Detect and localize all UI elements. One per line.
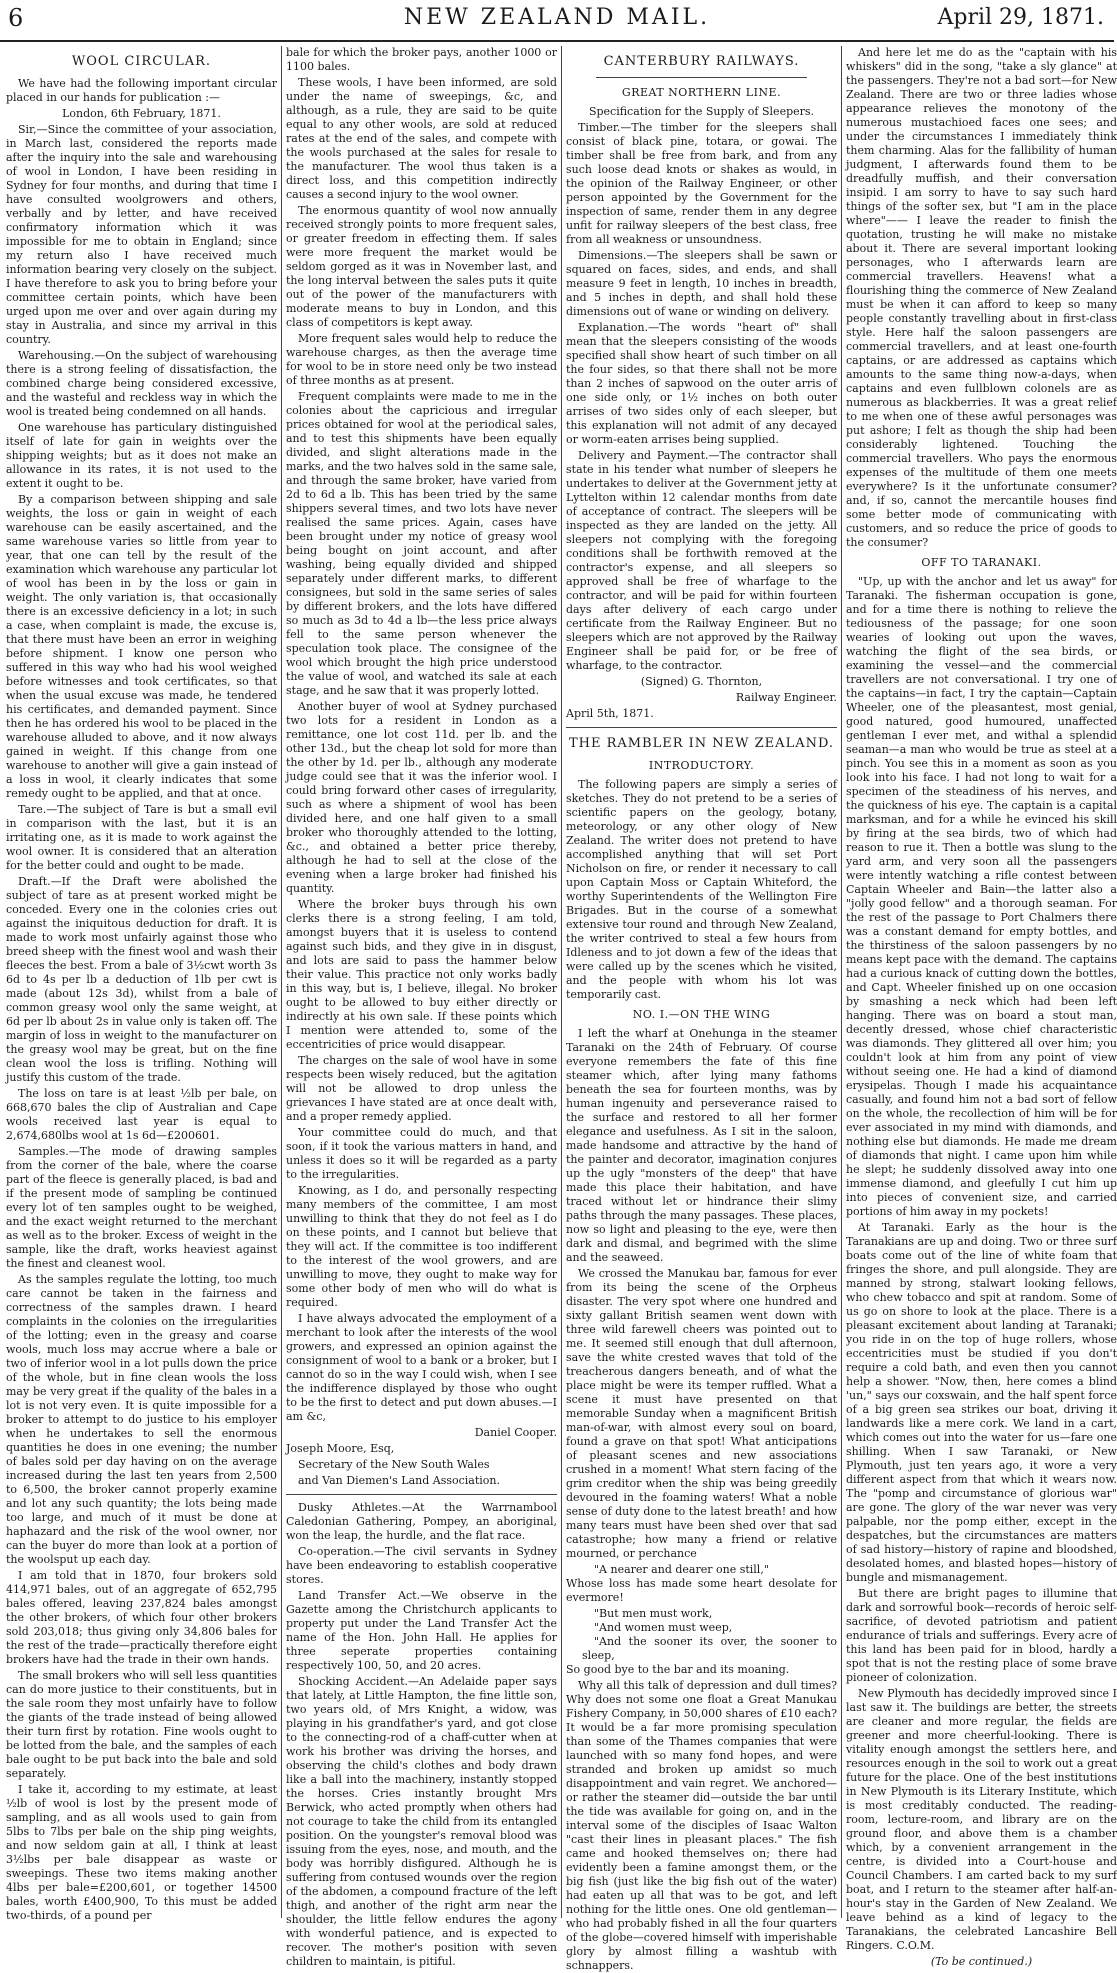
paragraph: I am told that in 1870, four brokers sold 414,971 bales, out of an aggregate of 652,795 bales offered, leaving 237,824 bales amongst the other brokers, of which four other brokers sold 203,018; thus giving only 34,806 bales for the rest of the trade—practically therefore eight brokers have had the trade in their own hands. bbox=[6, 1569, 277, 1666]
article-heading: WOOL CIRCULAR. bbox=[71, 54, 212, 69]
paragraph: Warehousing.—On the subject of warehousing there is a strong feeling of dissatisfaction, the combined charge being considered excessive, and the wasteful and reckless way in which the wool is treated being condemned on all hands. bbox=[6, 349, 277, 418]
addressee: Secretary of the New South Wales bbox=[298, 1458, 490, 1471]
paragraph: Frequent complaints were made to me in the colonies about the capricious and irregular prices obtained for wool at the periodical sales, and to test this shipments have been equally divided, and slight alterations made in the marks, and the two halves sold in the same sale, and through the same broker, have varied from 2d to 6d a lb. This has been tried by the same shippers several times, and two lots have never realised the same prices. Again, cases have been brought under my notice of greasy wool being bought on joint account, and after washing, being equally divided and shipped separately under different marks, to different consignees, but sold in the same series of sales by different brokers, and the lots have differed so much as 3d to 4d a lb—the less price always fell to the same person whenever the speculation took place. The consignee of the wool which brought the high price understood the value of wool, and watched its sale at each stage, and he saw that it was properly lotted. bbox=[286, 390, 557, 697]
paragraph: At Taranaki. Early as the hour is the Taranakians are up and doing. Two or three surf boats come out of the line of white foam that fringes the shore, and pull alongside. They are manned by strong, stalwart looking fellows, who chew tobacco and spit at random. Some of us go on shore to look at the place. There is a pleasant excitement about landing at Taranaki; you ride in on the top of huge rollers, whose eccentricities must be studied if you don't require a cold bath, and even then you cannot help a shower. "Now, then, here comes a blind 'un," says our coxswain, and the half spent force of a big green sea strikes our boat, driving it landwards like a mere cork. We land in a cart, which comes out into the water for us—fare one shilling. When I saw Taranaki, or New Plymouth, just ten years ago, it wore a very different aspect from that which it wears now. The "pomp and circumstance of glorious war" are gone. The glory of the war never was very palpable, nor the pomp either, except in the despatches, but the circumstances are matters of sad history—history of rapine and bloodshed, desolated homes, and blasted hopes—history of bungle and mismanagement. bbox=[846, 1221, 1117, 1584]
verse-line: "A nearer and dearer one still," bbox=[594, 1563, 769, 1576]
news-item: Dusky Athletes.—At the Warrnambool Caledonian Gathering, Pompey, an aboriginal, won the leap, the hurdle, and the flat race. bbox=[286, 1501, 557, 1542]
column-1 bbox=[6, 46, 277, 1922]
paragraph: As the samples regulate the lotting, too much care cannot be taken in the fairness and correctness of the samples drawn. I heard complaints in the colonies on the irregularities of the lotting; even in the greasy and coarse wools, much loss may accrue where a bale or two of inferior wool in a lot pulls down the price of the whole, but in fine clean wools the loss may be very great if the quality of the bales in a lot is not very even. It is quite impossible for a broker to attempt to do justice to his employer when he undertakes to sell the enormous quantities he does in one evening; the number of bales sold per day having on on the average increased during the last ten years from 2,500 to 6,500, the broker cannot properly examine and lot any such quantity; the lots being made too large, and much of it must be done at haphazard and the risk of the wool owner, nor can the buyer do more than look at a portion of the woolsput up each day. bbox=[6, 1273, 277, 1566]
signature: Daniel Cooper. bbox=[474, 1426, 557, 1439]
paragraph: Why all this talk of depression and dull times? Why does not some one float a Great Manukau Fishery Company, in 50,000 shares of £10 each? It would be a far more promising speculation than some of the Thames companies that were launched with so many fond hopes, and were stranded and broken up amidst so much disappointment and vain regret. We anchored—or rather the steamer did—outside the bar until the tide was available for going on, and in the interval some of the disciples of Isaac Walton "cast their lines in pleasant places." The fish came and hooked themselves on; there had evidently been a famine amongst them, or the big fish (just like the big fish out of the water) had eaten up all that was to be got, and left nothing for the little ones. One old gentleman—who had probably fished in all the four quarters of the globe—covered himself with imperishable glory by almost filling a washtub with schnappers. bbox=[566, 1679, 837, 1972]
paragraph: One warehouse has particulary distinguished itself of late for gain in weights over the shipping weights; but as it does not make an allowance in its rates, it is not used to the extent it ought to be. bbox=[6, 421, 277, 490]
column-2 bbox=[286, 46, 557, 1968]
column-rule bbox=[281, 46, 282, 1918]
paragraph: Tare.—The subject of Tare is but a small evil in comparison with the last, but it is an irritating one, as it is made to work against the wool owner. It is considered that an alteration for the better could and ought to be made. bbox=[6, 803, 277, 872]
divider bbox=[596, 77, 807, 78]
paragraph: I left the wharf at Onehunga in the steamer Taranaki on the 24th of February. Of course everyone remembers the fate of this fine steamer which, after lying many fathoms beneath the sea for fourteen months, was by human ingenuity and perseverance raised to the surface and restored to all her former elegance and usefulness. As I sit in the saloon, made handsome and attractive by the hand of the painter and decorator, imagination conjures up the ugly "monsters of the deep" that have made this place their habitation, and have traced without let or hindrance their slimy paths through the many passages. These places, now so light and pleasing to the eye, were then dark and dismal, and begrimed with the slime and the seaweed. bbox=[566, 1027, 837, 1264]
addressee: and Van Diemen's Land Association. bbox=[298, 1474, 501, 1487]
paragraph: And here let me do as the "captain with his whiskers" did in the song, "take a sly glance" at the passengers. They're not a bad sort—for New Zealand. There are two or three ladies whose appearance relieves the monotony of the numerous mustachioed faces one sees; and under the circumstances I immediately think them charming. Alas for the fallibility of human judgment, I afterwards found them to be dreadfully muffish, and their conversation insipid. I am sorry to have to say such hard things of the softer sex, but "I am in the place where"—— I leave the reader to finish the quotation, trusting he will make no mistake about it. There are several important looking personages, who I afterwards learn are commercial travellers. Heavens! what a flourishing thing the commerce of New Zealand must be when it can afford to keep so many people constantly travelling about in first-class style. Here half the saloon passengers are commercial travellers, and at least one-fourth captains, or are addressed as captains which amounts to the same thing now-a-days, when captains and even fullblown colonels are as numerous as blackberries. It was a great relief to me when one of these awful personages was put ashore; I felt as though the ship had been considerably lightened. Touching the commercial travellers. Who pays the enormous expenses of the multitude of them one meets everywhere? Is it the unfortunate consumer? and, if so, cannot the mercantile houses find some better mode of communicating with customers, and so reduce the price of goods to the consumer? bbox=[846, 46, 1117, 549]
paragraph: New Plymouth has decidedly improved since I last saw it. The buildings are better, the streets are cleaner and more regular, the fields are greener and more cheerful-looking. There is vitality enough amongst the settlers here, and resources enough in the soil to work out a great future for the place. One of the best institutions in New Plymouth is its Literary Institute, which is most creditably conducted. The reading-room, lecture-room, and library are on the ground floor, and above them is a chamber which, by a convenient arrangement in the centre, is divided into a Court-house and Council Chambers. I am carted back to my surf boat, and I return to the steamer after half-an-hour's stay in the Garden of New Zealand. We leave behind as a kind of legacy to the Taranakians, the celebrated Lancashire Bell Ringers. C.O.M. bbox=[846, 1687, 1117, 1952]
paragraph: "Up, up with the anchor and let us away" for Taranaki. The fisherman occupation is gone, and for a time there is nothing to relieve the tediousness of the passage; for one soon wearies of looking out upon the waves, watching the flight of the sea birds, or examining the vessel—and the commercial travellers are not conversational. I try one of the captains—in fact, I try the captain—Captain Wheeler, one of the pleasantest, most genial, good natured, good humoured, unaffected gentleman I ever met, and withal a splendid seaman—a man who would be true as steel at a pinch. You see this in a moment as soon as you look into his face. I had not long to wait for a specimen of the steadiness of his nerves, and the quickness of his eye. The captain is a capital marksman, and for a while he evinced his skill by firing at the sea birds, two of which had reason to rue it. Then a bottle was slung to the yard arm, and very soon all the passengers were intently watching a rifle contest between Captain Wheeler and Bain—the latter also a "jolly good fellow" and a thorough seaman. For the rest of the passage to Port Chalmers there was a constant demand for empty bottles, and the thirstiness of the saloon passengers by no means kept pace with the demand. The captains had a curious knack of cutting down the bottles, and Capt. Wheeler finished up on one occasion by smashing a neck which had been left hanging. There was on board a stout man, decently dressed, whose chief characteristic was diamonds. They glittered all over him; you couldn't look at him from any point of view without seeing one. He had a kind of diamond erysipelas. Though I made his acquaintance casually, and found him not a bad sort of fellow on the whole, the recollection of him will be for ever associated in my mind with diamonds, and nothing else but diamonds. He made me dream of diamonds that night. I came upon him while he slept; he suddenly dissolved away into one immense diamond, and gleefully I cut him up into pieces of convenient size, and carried portions of him away in my pockets! bbox=[846, 575, 1117, 1218]
addressee: Joseph Moore, Esq, bbox=[286, 1442, 395, 1455]
paragraph: The small brokers who will sell less quantities can do more justice to their constituents, but in the sale room they most unfairly have to follow the giants of the trade instead of being allowed their turn first by rotation. Fine wools ought to be lotted from the bale, and the samples of each bale ought to be put back into the bale and sold separately. bbox=[6, 1669, 277, 1780]
paragraph: Where the broker buys through his own clerks there is a strong feeling, I am told, amongst buyers that it is useless to contend against such bids, and they give in in disgust, and lots are said to pass the hammer below their value. This practice not only works badly in this way, but is, I believe, illegal. No broker ought to be allowed to buy either directly or indirectly at his own sale. If these points which I mention were attended to, some of the eccentricities of price would disappear. bbox=[286, 898, 557, 1051]
news-item: Co-operation.—The civil servants in Sydney have been endeavoring to establish cooperative stores. bbox=[286, 1545, 557, 1586]
paragraph: Dimensions.—The sleepers shall be sawn or squared on faces, sides, and ends, and shall measure 9 feet in length, 10 inches in breadth, and 5 inches in depth, and shall hold these dimensions out of wane or winding on delivery. bbox=[566, 249, 837, 318]
paragraph: I have always advocated the employment of a merchant to look after the interests of the wool growers, and expressed an opinion against the consignment of wool to a bank or a broker, but I cannot do so in the way I could wish, when I see the indifference displayed by those who ought to be the first to detect and put down abuses.—I am &c, bbox=[286, 1312, 557, 1423]
column-rule bbox=[841, 46, 842, 1918]
paragraph: But there are bright pages to illumine that dark and sorrowful book—records of heroic self-sacrifice, of devoted patriotism and patient endurance of trials and sufferings. Every acre of this land has been paid for in blood, hardly a spot that is not the resting place of some brave pioneer of colonization. bbox=[846, 1587, 1117, 1684]
paragraph: The enormous quantity of wool now annually received strongly points to more frequent sales, or greater freedom in effecting them. If sales were more frequent the market would be seldom gorged as it was in November last, and the long interval between the sales puts it quite out of the power of the manufacturers with moderate means to buy in London, and this class of competitors is kept away. bbox=[286, 204, 557, 329]
paragraph: Draft.—If the Draft were abolished the subject of tare as at present worked might be conceded. Every one in the colonies cries out against the iniquitous deduction for draft. It is made to work most unfairly against those who breed sheep with the finest wool and wash their fleeces the best. From a bale of 3½cwt worth 3s 6d to 4s per lb a deduction of 1lb per cwt is made (about 12s 3d), whilst from a bale of common greasy wool only the same weight, at 6d per lb about 2s in value only is taken off. The margin of loss in weight to the manufacturer on the greasy wool may be great, but on the fine clean wool the loss is trifling. Nothing will justify this custom of the trade. bbox=[6, 875, 277, 1084]
issue-date: April 29, 1871. bbox=[937, 5, 1104, 30]
paragraph: Your committee could do much, and that soon, if it took the various matters in hand, and unless it does so it will be regarded as a party to the irregularities. bbox=[286, 1126, 557, 1181]
divider bbox=[286, 1494, 557, 1495]
paragraph: By a comparison between shipping and sale weights, the loss or gain in weight of each warehouse can be easily ascertained, and the same warehouse varies so little from year to year, that one can tell by the result of the examination which warehouse any particular lot of wool has been in by the loss or gain in weight. The only variation is, that occasionally there is an excessive deficiency in a lot; in such a case, when complaint is made, the excuse is, that there must have been an error in weighing before shipment. I know one person who suffered in this way who had his wool weighed before witnesses and took certificates, so that when the usual excuse was made, he tendered his certificates, and demanded payment. Since then he has ordered his wool to be placed in the warehouse alluded to above, and it now always gained in weight. If this change from one warehouse to another will give a gain instead of a loss in wool, it clearly indicates that some remedy ought to be applied, and that at once. bbox=[6, 493, 277, 800]
paragraph: Explanation.—The words "heart of" shall mean that the sleepers consisting of the woods specified shall show heart of such timber on all the four sides, so that there shall not be more than 2 inches of sapwood on the outer arris of one side only, or 1½ inches on both outer arrises of two sides only of each sleeper, but this explanation will not admit of any decayed or worm-eaten arrises being supplied. bbox=[566, 321, 837, 446]
column-4 bbox=[846, 46, 1117, 1968]
column-rule bbox=[561, 46, 562, 1918]
specification-title: Specification for the Supply of Sleepers. bbox=[588, 105, 815, 118]
paragraph: Whose loss has made some heart desolate for evermore! bbox=[566, 1577, 837, 1604]
paragraph: So good bye to the bar and its moaning. bbox=[566, 1663, 790, 1676]
paragraph: Knowing, as I do, and personally respecting many members of the committee, I am most unwilling to think that they do not feel as I do on these points, and I cannot but believe that they will act. If the committee is too indifferent to the interest of the wool growers, and are unwilling to move, they ought to make way for some other body of men who will do what is required. bbox=[286, 1184, 557, 1309]
paragraph: We crossed the Manukau bar, famous for ever from its being the scene of the Orpheus disaster. The very spot where one hundred and sixty gallant British seamen went down with three wild farewell cheers was pointed out to me. It seemed still enough that dull afternoon, save the white crested waves that told of the treacherous dangers beneath, and of what the place might be were its temper ruffled. What a scene it must have presented on that memorable Sunday when a magnificent British man-of-war, with almost every soul on board, found a grave on that spot! What anticipations of pleasant scenes and new associations crushed in a moment! What stern facing of the grim creditor when the ship was being greedily devoured in the foaming waters! What a noble sense of duty done to the latest breath! and how many tears must have been shed over that sad catastrophe; how many a friend or relative mourned, or perchance bbox=[566, 1267, 837, 1560]
news-item: Shocking Accident.—An Adelaide paper says that lately, at Little Hampton, the fine little son, two years old, of Mrs Knight, a widow, was playing in his grandfather's yard, and got close to the connecting-rod of a chaff-cutter when at work his brother was driving the horses, and observing the child's clothes and body drawn like a ball into the machinery, instantly stopped the horses. Cries instantly brought Mrs Berwick, who acted promptly when others had not courage to take the child from its entangled position. On the youngster's removal blood was issuing from the eyes, nose, and mouth, and the body was horribly disfigured. Although he is suffering from contused wounds over the region of the abdomen, a compound fracture of the left thigh, and another of the right arm near the shoulder, the little fellow endures the agony with wonderful patience, and is expected to recover. The mother's position with seven children to maintain, is pitiful. bbox=[286, 1675, 557, 1968]
paragraph: Another buyer of wool at Sydney purchased two lots for a resident in London as a remittance, one lot cost 11d. per lb. and the other 13d., but the cheap lot sold for more than the other by 1d. per lb., although any moderate judge could see that it was the inferior wool. I could bring forward other cases of irregularity, such as where a shipment of wool has been divided here, and one half given to a small broker who thoroughly attended to the lotting, &c., and obtained a better price thereby, although he had to sell at the close of the evening when a large broker had finished his quantity. bbox=[286, 700, 557, 895]
verse-line: "But men must work, bbox=[594, 1607, 713, 1620]
verse-line: "And women must weep, bbox=[594, 1621, 733, 1634]
paragraph: I take it, according to my estimate, at least ½lb of wool is lost by the present mode of sampling, and as all wools used to gain from 5lbs to 7lbs per bale on the ship ping weights, and now seldom gain at all, I think at least 3½lbs per bale disappear as waste or sweepings. These two items making another 4lbs per bale=£200,601, or together 14500 bales, worth £400,900, To this must be added two-thirds, of a pound per bbox=[6, 1783, 277, 1922]
paragraph: More frequent sales would help to reduce the warehouse charges, as then the average time for wool to be in store need only be two instead of three months as at present. bbox=[286, 332, 557, 387]
subheading: NO. I.—ON THE WING bbox=[632, 1008, 771, 1021]
column-3 bbox=[566, 46, 837, 1972]
divider bbox=[566, 727, 837, 728]
paragraph: The charges on the sale of wool have in some respects been wisely reduced, but the agitation will not be allowed to drop unless the grievances I have stated are at once dealt with, and a proper remedy applied. bbox=[286, 1054, 557, 1123]
paragraph: Timber.—The timber for the sleepers shall consist of black pine, totara, or gowai. The timber shall be free from bark, and from any such loose dead knots or shakes as would, in the opinion of the Railway Engineer, or other person appointed by the Government for the inspection of same, render them in any degree unfit for railway sleepers of the best class, free from all weakness or unsoundness. bbox=[566, 121, 837, 246]
verse-line: "And the sooner its over, the sooner to sleep, bbox=[582, 1635, 837, 1662]
paragraph: Sir,—Since the committee of your association, in March last, considered the reports made after the inquiry into the sale and warehousing of wool in London, I have been residing in Sydney for four months, and during that time I have consulted woolgrowers and others, verbally and by letter, and have received confirmatory information which it was impossible for me to obtain in England; since my return also I have received much information bearing very closely on the subject. I have therefore to ask you to bring before your committee certain points, which have been urged upon me over and over again during my stay in Australia, and since my arrival in this country. bbox=[6, 123, 277, 346]
paragraph: Samples.—The mode of drawing samples from the corner of the bale, where the coarse part of the fleece is generally placed, is bad and if the present mode of sampling be continued every lot of ten samples ought to be weighed, and the exact weight returned to the merchant as well as to the broker. Excess of weight in the sample, like the draft, works heaviest against the finest and cleanest wool. bbox=[6, 1145, 277, 1270]
signed: (Signed) G. Thornton, bbox=[640, 675, 763, 688]
signed-title: Railway Engineer. bbox=[735, 691, 837, 704]
continued-note: (To be continued.) bbox=[930, 1955, 1033, 1968]
masthead bbox=[0, 0, 1114, 42]
subheading: OFF TO TARANAKI. bbox=[921, 556, 1042, 569]
paragraph: The following papers are simply a series of sketches. They do not pretend to be a series of scientific papers on the geology, botany, meteorology, or any other ology of New Zealand. The writer does not pretend to have accomplished anything that will set Port Nicholson on fire, or render it necessary to call upon Captain Moss or Captain Whiteford, the worthy Superintendents of the Wellington Fire Brigades. But in the course of a somewhat extensive tour round and through New Zealand, the writer contrived to steal a few hours from Idleness and to jot down a few of the ideas that were called up by the scenes which he visited, and the people with whom his lot was temporarily cast. bbox=[566, 778, 837, 1001]
paragraph: These wools, I have been informed, are sold under the name of sweepings, &c, and although, as a rule, they are said to be quite equal to any other wools, are sold at reduced rates at the end of the sales, and compete with the wools purchased at the sales for resale to the manufacturer. The wool thus taken is a direct loss, and this competition indirectly causes a second injury to the wool owner. bbox=[286, 76, 557, 201]
dateline: April 5th, 1871. bbox=[566, 707, 654, 720]
subheading: INTRODUCTORY. bbox=[648, 759, 755, 772]
paragraph: bale for which the broker pays, another 1000 or 1100 bales. bbox=[286, 46, 557, 73]
article-heading: CANTERBURY RAILWAYS. bbox=[603, 54, 800, 69]
dateline: London, 6th February, 1871. bbox=[62, 107, 221, 120]
news-item: Land Transfer Act.—We observe in the Gazette among the Christchurch applicants to property put under the Land Transfer Act the name of the Hon. John Hall. He applies for three seperate properties containing respectively 100, 50, and 20 acres. bbox=[286, 1589, 557, 1672]
subheading: GREAT NORTHERN LINE. bbox=[621, 86, 782, 99]
paragraph: Delivery and Payment.—The contractor shall state in his tender what number of sleepers he undertakes to deliver at the Government jetty at Lyttelton within 12 calendar months from date of acceptance of contract. The sleepers will be inspected as they are landed on the jetty. All sleepers not complying with the foregoing conditions shall be forthwith removed at the contractor's expense, and all sleepers so approved shall be free of wharfage to the contractor, and will be paid for within fourteen days after delivery of each cargo under certificate from the Railway Engineer. But no sleepers which are not approved by the Railway Engineer shall be paid for, or be free of wharfage, to the contractor. bbox=[566, 449, 837, 672]
page-number: 6 bbox=[8, 4, 24, 32]
paragraph: We have had the following important circular placed in our hands for publication :— bbox=[6, 77, 277, 104]
newspaper-title: NEW ZEALAND MAIL. bbox=[403, 5, 711, 30]
article-heading: THE RAMBLER IN NEW ZEALAND. bbox=[568, 736, 835, 751]
paragraph: The loss on tare is at least ½lb per bale, on 668,670 bales the clip of Australian and Cape wools received last year is equal to 2,674,680lbs wool at 1s 6d—£200601. bbox=[6, 1087, 277, 1142]
